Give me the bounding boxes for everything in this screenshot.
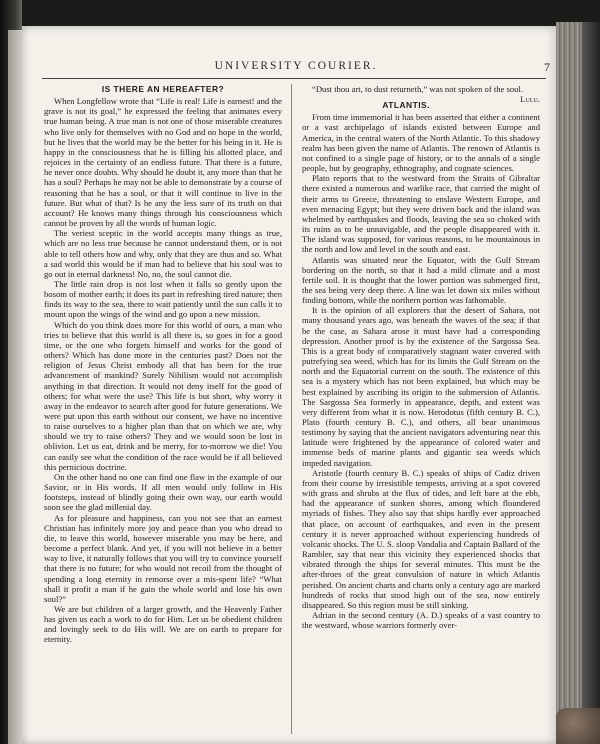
right-column [302, 84, 540, 630]
paragraph: From time immemorial it has been asserted that either a continent or a vast archipelago of islands existed between Europe and America, in the central waters of the North Atlantic. To this shadowy realm has been given the name of Atlantis. The renown of Atlantis is not confined to a single page of history, or to the annals of a single people, but by geography, ethnography, and cognate sciences. [302, 112, 540, 174]
newspaper-page [22, 26, 560, 744]
page-number: 7 [544, 60, 550, 74]
masthead-title: UNIVERSITY COURIER. [214, 60, 378, 72]
closing-quote [302, 84, 540, 105]
paragraph: Aristotle (fourth century B. C.) speaks of ships of Cadiz driven from their course by irresistible tempests, arriving at a spot covered with grass and shrubs at the flux of tides, and left bare at the ebb, had the appearance of sunken shores, among which floundered myriads of fishes. They also say that ships hardly ever approached that place, on account of earthquakes, and even in the present century it is never approached without experiencing hundreds of volcanic shocks. The U. S. sloop Vandalia and Captain Ballard of the Rambler, say that near this vicinity they experienced shocks that vibrated through the ships for several minutes. This must be the after-throes of the great convulsion of nature in which Atlantis perished. On ancient charts and charts only a century ago are marked hundreds of rocks that stood high out of the sea, now entirely disappeared. So this region must be still sinking. [302, 467, 540, 610]
book-edge-shadow [582, 22, 600, 744]
paragraph: On the other hand no one can find one flaw in the example of our Savior, or in His words. If all men would only follow in His footsteps, instead of blindly going their own way, our earth would soon see the glad millenial day. [44, 471, 282, 513]
thumb-photo [556, 708, 600, 744]
article-heading-hereafter: IS THERE AN HEREAFTER? [101, 84, 225, 94]
paragraph: Which do you think does more for this world of ours, a man who tries to believe that this world is all there is, so goes in for a good time, or the one who forgets himself and works for the good of others? Which has done more in the centuries past? Does not the religion of Jesus Christ embody all that has been for the true advancement of mankind? Surely Nihilism would not accomplish anything in that direction. It would not deny itself for the good of others; for what were the use? This life is but short, why worry it away in the endeavor to search after good for future generations. We were put upon this earth without our consent, we have no incentive to raise ourselves to a higher plan than that on which we are, why should we try to raise others? They and we would soon be lost in oblivion. Let us eat, drink and be merry, for to-morrow we die! You can easily see what the condition of the race would be if all believed this pernicious doctrine. [44, 319, 282, 472]
column-divider [291, 84, 292, 734]
paragraph: The little rain drop is not lost when it falls so gently upon the bosom of mother earth; it does its part in refreshing tired nature; then finds its way to the sea, there to wait patiently until the sun calls it to mount upon the wings of the wind and go upon a new mission. [44, 278, 282, 320]
masthead [42, 58, 550, 78]
paragraph: Plato reports that to the westward from the Straits of Gibraltar there existed a numerous and warlike race, that carried the might of their arms to Greece, threatening to enslave Western Europe, and even menacing Egypt; but they were driven back and the island was whelmed by earthquakes and floods, leaving the sea so choked with its ruins as to be unnavigable, and the people disappeared with it. The island was supposed, for various reasons, to be mountainous in the north and low and level in the south and east. [302, 173, 540, 255]
paragraph: We are but children of a larger growth, and the Heavenly Father has given us each a work to do for Him. Let us be obedient children and lovingly seek to do His will. We are on earth to prepare for eternity. [44, 603, 282, 645]
paragraph: It is the opinion of all explorers that the desert of Sahara, not many thousand years ago, was beneath the waves of the sea; if that be the case, as Sahara arose it must have had a corresponding depression. Another proof is by the existence of the Sargossa Sea. This is a great body of comparatively stagnant water covered with putrefying sea weed, which has for its limits the Gulf Stream on the north and the Equatorial current on the south. The existence of this sea is a mystery which has not been explained, but which may be best explained by ascribing its origin to the submersion of Atlantis. The Sargossa Sea formerly in appearance, depth, and extent was very different from what it is now. Herodotus (fifth century B. C.), Plato (fourth century B. C.), and others, all bear unanimous testimony by saying that the ancient navigators adventuring near this latitude were frightened by the appearance of colored water and immense beds of marine plants and gigantic sea weeds which impeded navigation. [302, 305, 540, 468]
paragraph: Atlantis was situated near the Equator, with the Gulf Stream bordering on the north, so that it had a mild climate and a most fertile soil. It is thought that the lower portion was submerged first, the sea being very deep there. A line was let down six miles without finding bottom, while the northern portion was fathomable. [302, 254, 540, 306]
article-heading-atlantis: ATLANTIS. [382, 100, 430, 111]
masthead-rule [42, 78, 546, 79]
quote-text: “Dust thou art, to dust returneth,” was not spoken of the soul. [312, 84, 523, 94]
paragraph: The veriest sceptic in the world accepts many things as true, which are no less true because he cannot understand them, or is not able to tell others how and why, only that they are thus and so. What a sad world this would be if man had to believe that his soul was to go out in eternal darkness! No, no, the soul cannot die. [44, 228, 282, 279]
signature: Lulu. [520, 94, 540, 105]
left-column [44, 84, 282, 645]
paragraph: Adrian in the second century (A. D.) speaks of a vast country to the westward, whose warriors formerly over- [302, 609, 540, 631]
paragraph: As for pleasure and happiness, can you not see that an earnest Christian has infinitely more joy and peace than you who dread to die, to leave this world, however miserable you may be here, and become a perfect blank. And yet, if you will not believe in a better way to live, it naturally follows that you will try to convince yourself that there is no future; for who would not recoil from the thought of spending a long eternity in remorse over a mis-spent life? “What shall it profit a man if he gain the whole world and lose his own soul?” [44, 512, 282, 604]
paragraph: When Longfellow wrote that “Life is real! Life is earnest! and the grave is not its goal,” he expressed the feeling that animates every true human being. A true man is not one of those miserable creatures who live only for themselves with no God and no hope in the world, but he lives that the world may be the better for his being in it. He is happy in the consciousness that he is filling his allotted place, and rejoices in the certainty of an endless future. That there is a future, he never once doubts. Why should he doubt it, any more than that he has a soul? Perhaps he may not be able to demonstrate by a course of reasoning that he has a soul, or that it will continue to live in the future. But what of that? Is he any the less sure of its truth on that account? He knows many things through his consciousness which cannot be proven by all the words of human logic. [44, 96, 282, 229]
